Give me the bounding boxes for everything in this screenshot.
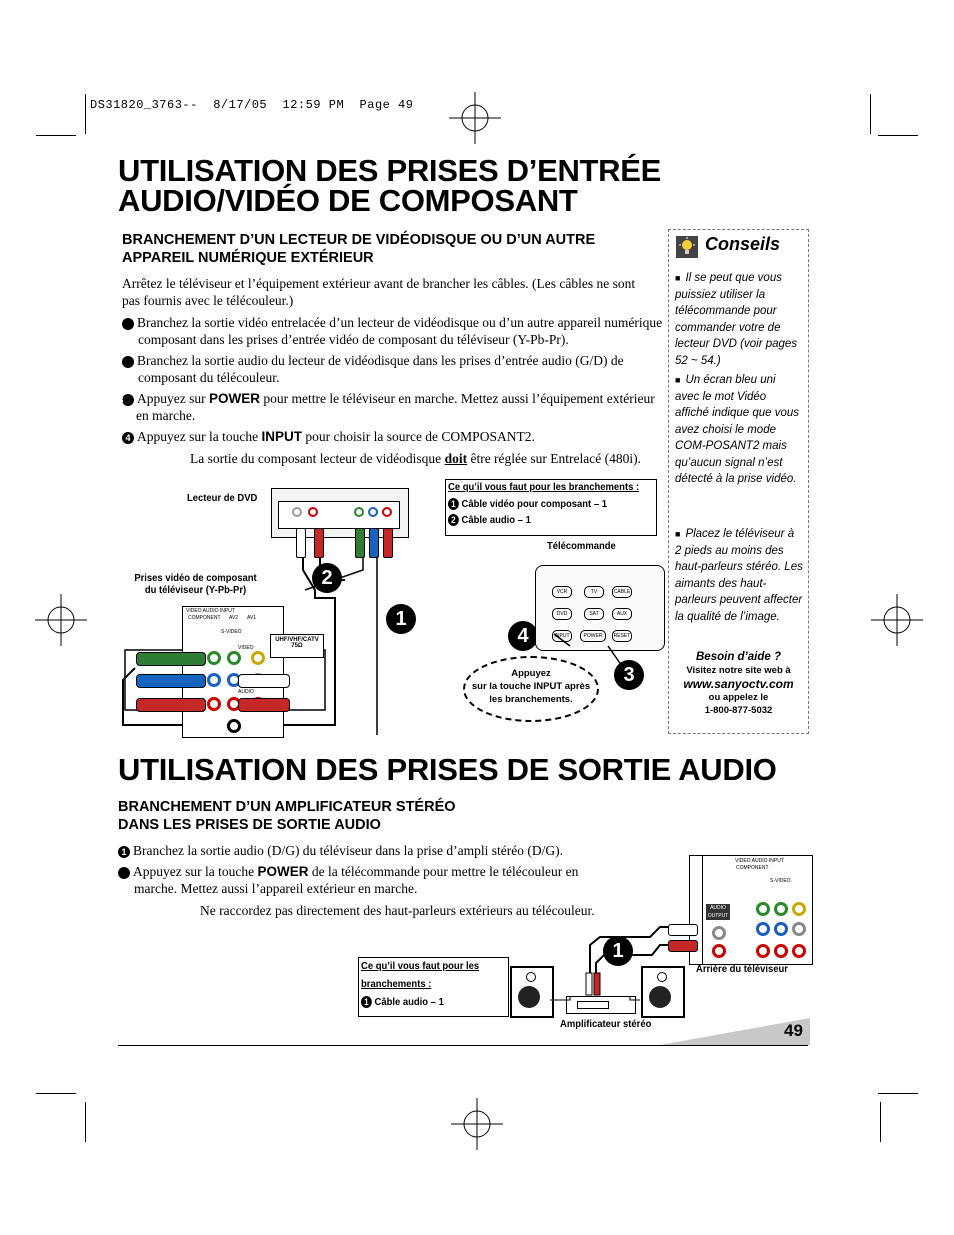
lightbulb-icon — [676, 236, 698, 258]
tip2-text: Un écran bleu uni avec le mot Vidéo affiché indique que vous avez choisi le mode COM-POSANT2 mais qu’aucun signal n’est détecté à la prise vidéo. — [675, 374, 800, 485]
crop-mark-bottom-right-v — [880, 1102, 881, 1142]
needs-box-2-item1-text: Câble audio – 1 — [374, 996, 444, 1008]
tip1-text: Il se peut que vous puissiez utiliser la télécommande pour commander votre de lecteur DVD (voir pages 52 ~ 54.) — [675, 272, 798, 367]
section1-title-line2: AUDIO/VIDÉO DE COMPOSANT — [118, 183, 578, 218]
label-remote: Télécommande — [547, 540, 616, 552]
footer-rule — [118, 1045, 808, 1046]
help-url[interactable]: www.sanyoctv.com — [683, 677, 794, 691]
step2-text: Branchez la sortie audio du lecteur de vidéodisque dans les prises d’entrée audio (G/D) de composant du télécouleur. — [137, 353, 624, 385]
uhf-line1: UHF/VHF/CATV — [275, 637, 319, 643]
section1-subtitle-line1: BRANCHEMENT D’UN LECTEUR DE VIDÉODISQUE OU D’UN AUTRE — [122, 232, 596, 248]
section1-subtitle-line2: APPAREIL NUMÉRIQUE EXTÉRIEUR — [122, 250, 374, 266]
diagram2-marker-1: 1 — [603, 936, 633, 966]
uhf-box — [270, 634, 324, 658]
step4-text-b: pour choisir la source de COMPOSANT2. — [301, 429, 535, 444]
dvd-video-plug-blue — [369, 528, 379, 558]
tv2-plug-white — [668, 924, 698, 936]
diagram1-marker-3: 3 — [614, 660, 644, 690]
registration-target-top — [449, 92, 501, 144]
label-dvd-player: Lecteur de DVD — [187, 492, 258, 504]
section2-title: UTILISATION DES PRISES DE SORTIE AUDIO — [118, 752, 777, 787]
needs-item2-text: Câble audio – 1 — [461, 514, 531, 526]
section1-step1 — [117, 314, 673, 348]
remote-btn-tv[interactable]: TV — [584, 586, 604, 598]
tip3-text: Placez le téléviseur à 2 pieds au moins des haut-parleurs stéréo. Les aimants des haut-parleurs peuvent affecter la qualité de l’image. — [675, 528, 803, 623]
section2-subtitle-line1: BRANCHEMENT D’UN AMPLIFICATEUR STÉRÉO — [118, 799, 456, 815]
tv-panel-video: VIDEO — [238, 645, 254, 651]
diagram1-marker-4: 4 — [508, 621, 538, 651]
remote-btn-aux[interactable]: AUX — [612, 608, 632, 620]
tip-3 — [675, 526, 803, 625]
remote-btn-cable[interactable]: CABLE — [612, 586, 632, 598]
step4-key: INPUT — [261, 429, 302, 444]
step3-text-b: pour mettre le téléviseur en marche. Mettez aussi l’équipement extérieur en marche. — [136, 391, 655, 423]
section2-subtitle-line2: DANS LES PRISES DE SORTIE AUDIO — [118, 817, 381, 833]
section2-note: Ne raccordez pas directement des haut-parleurs extérieurs au télécouleur. — [200, 903, 595, 918]
tip-2 — [675, 372, 803, 488]
tv-plug-red — [136, 698, 206, 712]
step4-marker: 4 — [122, 432, 134, 444]
diagram1-marker-2: 2 — [312, 563, 342, 593]
section1-subtitle — [122, 231, 595, 267]
page-number: 49 — [784, 1021, 803, 1040]
needs-box-1-item2 — [448, 514, 531, 526]
section2-subtitle — [118, 798, 456, 834]
needs-box-1-title: Ce qu’il vous faut pour les branchements : — [448, 481, 640, 493]
label-amplifier: Amplificateur stéréo — [560, 1018, 652, 1030]
tv2-panel-component: COMPONENT — [736, 865, 769, 871]
remote-btn-input[interactable]: INPUT — [552, 630, 572, 642]
tv-panel-label: VIDEO AUDIO INPUT — [186, 608, 235, 614]
tv-panel-svideo: S-VIDEO — [221, 629, 242, 635]
tv2-panel-label: VIDEO AUDIO INPUT — [735, 858, 784, 864]
tv-panel-component: COMPONENT — [188, 615, 221, 621]
needs-item1-marker: 1 — [448, 498, 459, 510]
step2-marker: 2 — [122, 356, 134, 368]
dvd-audio-plug-white — [296, 528, 306, 558]
step1-marker: 1 — [122, 318, 134, 330]
tv-input-panel — [182, 606, 284, 738]
needs-box-2 — [358, 957, 509, 1017]
note-text-b: être réglée sur Entrelacé (480i). — [467, 451, 641, 466]
dvd-video-plug-green — [355, 528, 365, 558]
tips-box — [668, 229, 809, 734]
uhf-line2: 75Ω — [291, 643, 303, 649]
step1-text: Branchez la sortie vidéo entrelacée d’un lecteur de vidéodisque ou d’un autre appareil numérique composant dans les prises d’entrée vidéo de composant du téléviseur (Y-Pb-Pr). — [137, 315, 663, 347]
section2-step2 — [113, 863, 609, 897]
needs-item1-text: Câble vidéo pour composant – 1 — [461, 498, 607, 510]
needs-box-2-title-line1: Ce qu’il vous faut pour les — [361, 960, 480, 972]
tv-panel-audio: AUDIO — [238, 689, 254, 695]
section2-step2-text-b: de la télécommande pour mettre le télécouleur en marche. Mettez aussi l’appareil extérieur en marche. — [134, 864, 579, 896]
help-block — [669, 651, 808, 716]
section2-step2-text-a: Appuyez sur la touche — [133, 864, 258, 879]
crop-mark-bottom-left-v — [85, 1102, 86, 1142]
remote-btn-dvd[interactable]: DVD — [552, 608, 572, 620]
tv2-panel-svideo: S-VIDEO — [770, 878, 791, 884]
section1-title — [118, 153, 662, 218]
needs-box-1-item1 — [448, 498, 607, 510]
section2-step1-text: Branchez la sortie audio (D/G) du téléviseur dans la prise d’ampli stéréo (D/G). — [133, 843, 563, 858]
step3-key: POWER — [208, 391, 260, 406]
bubble-line2: sur la touche INPUT après — [471, 681, 591, 692]
section2-step2-marker: 2 — [118, 867, 130, 879]
crop-mark-top-right-h — [878, 135, 918, 136]
tv-plug-blue — [136, 674, 206, 688]
audio-output-label: AUDIO OUTPUT — [707, 905, 729, 919]
tv-plug-green — [136, 652, 206, 666]
section1-step4 — [122, 428, 652, 445]
tv-panel-av2: AV2 — [229, 615, 239, 621]
crop-mark-top-left-h — [36, 135, 76, 136]
section2-step1-marker: 1 — [118, 846, 130, 858]
section1-note — [190, 450, 660, 467]
tv2-plug-red — [668, 940, 698, 952]
crop-mark-top-right-v — [870, 94, 871, 134]
print-header: DS31820_3763-- 8/17/05 12:59 PM Page 49 — [90, 98, 414, 112]
needs-item2-marker: 2 — [448, 514, 459, 526]
speaker-wires — [540, 980, 660, 1010]
remote-btn-power[interactable]: POWER — [580, 630, 606, 642]
label-tv-back: Arrière du téléviseur — [696, 963, 788, 975]
label-tv-line2: du téléviseur (Y-Pb-Pr) — [144, 584, 247, 596]
crop-mark-bottom-right-h — [878, 1093, 918, 1094]
needs-box-2-item1 — [361, 996, 444, 1008]
needs-box-2-title-line2: branchements : — [361, 978, 432, 990]
registration-target-bottom — [451, 1098, 503, 1150]
tv-panel-av1: AV1 — [247, 615, 257, 621]
tip-1 — [675, 270, 803, 369]
diagram1-marker-1: 1 — [386, 604, 416, 634]
help-title: Besoin d’aide ? — [696, 651, 781, 663]
note-bold: doit — [444, 451, 468, 466]
help-line1: Visitez notre site web à — [686, 665, 791, 676]
tip3-bullet-icon: ■ — [675, 529, 681, 539]
tips-title: Conseils — [705, 234, 781, 254]
bubble-line1: Appuyez — [511, 668, 551, 679]
needs-box-1 — [445, 479, 657, 536]
remote-btn-reset[interactable]: RESET — [612, 630, 632, 642]
section1-intro: Arrêtez le téléviseur et l’équipement extérieur avant de brancher les câbles. (Les câbles ne sont pas fournis avec le télécouleur.) — [122, 276, 636, 308]
input-hint-bubble — [463, 656, 599, 722]
help-line2: ou appelez le — [708, 692, 769, 703]
tv-audio-plug-red — [238, 698, 290, 712]
section1-step3 — [118, 390, 656, 424]
remote-btn-vcr[interactable]: VCR — [552, 586, 572, 598]
tip2-bullet-icon: ■ — [675, 375, 681, 385]
section1-title-line1: UTILISATION DES PRISES D’ENTRÉE — [118, 153, 662, 188]
remote-btn-sat[interactable]: SAT — [584, 608, 604, 620]
tv-audio-plug-white — [238, 674, 290, 688]
bubble-line3: les branchements. — [489, 694, 573, 705]
tip1-bullet-icon: ■ — [675, 273, 681, 283]
dvd-audio-plug-red — [314, 528, 324, 558]
registration-target-right — [871, 594, 923, 646]
step3-marker: 3 — [122, 394, 134, 406]
crop-mark-top-left-v — [85, 94, 86, 134]
registration-target-left — [35, 594, 87, 646]
crop-mark-bottom-left-h — [36, 1093, 76, 1094]
needs-box-2-item1-marker: 1 — [361, 996, 372, 1008]
label-tv-line1: Prises vidéo de composant — [134, 572, 257, 584]
note-text-a: La sortie du composant lecteur de vidéodisque — [190, 451, 445, 466]
dvd-video-plug-red — [383, 528, 393, 558]
help-phone: 1-800-877-5032 — [704, 705, 773, 716]
section2-step1 — [118, 842, 678, 859]
section1-step2 — [117, 352, 673, 386]
section2-step2-key: POWER — [257, 864, 309, 879]
step3-text-a: Appuyez sur — [137, 391, 209, 406]
step4-text-a: Appuyez sur la touche — [137, 429, 262, 444]
